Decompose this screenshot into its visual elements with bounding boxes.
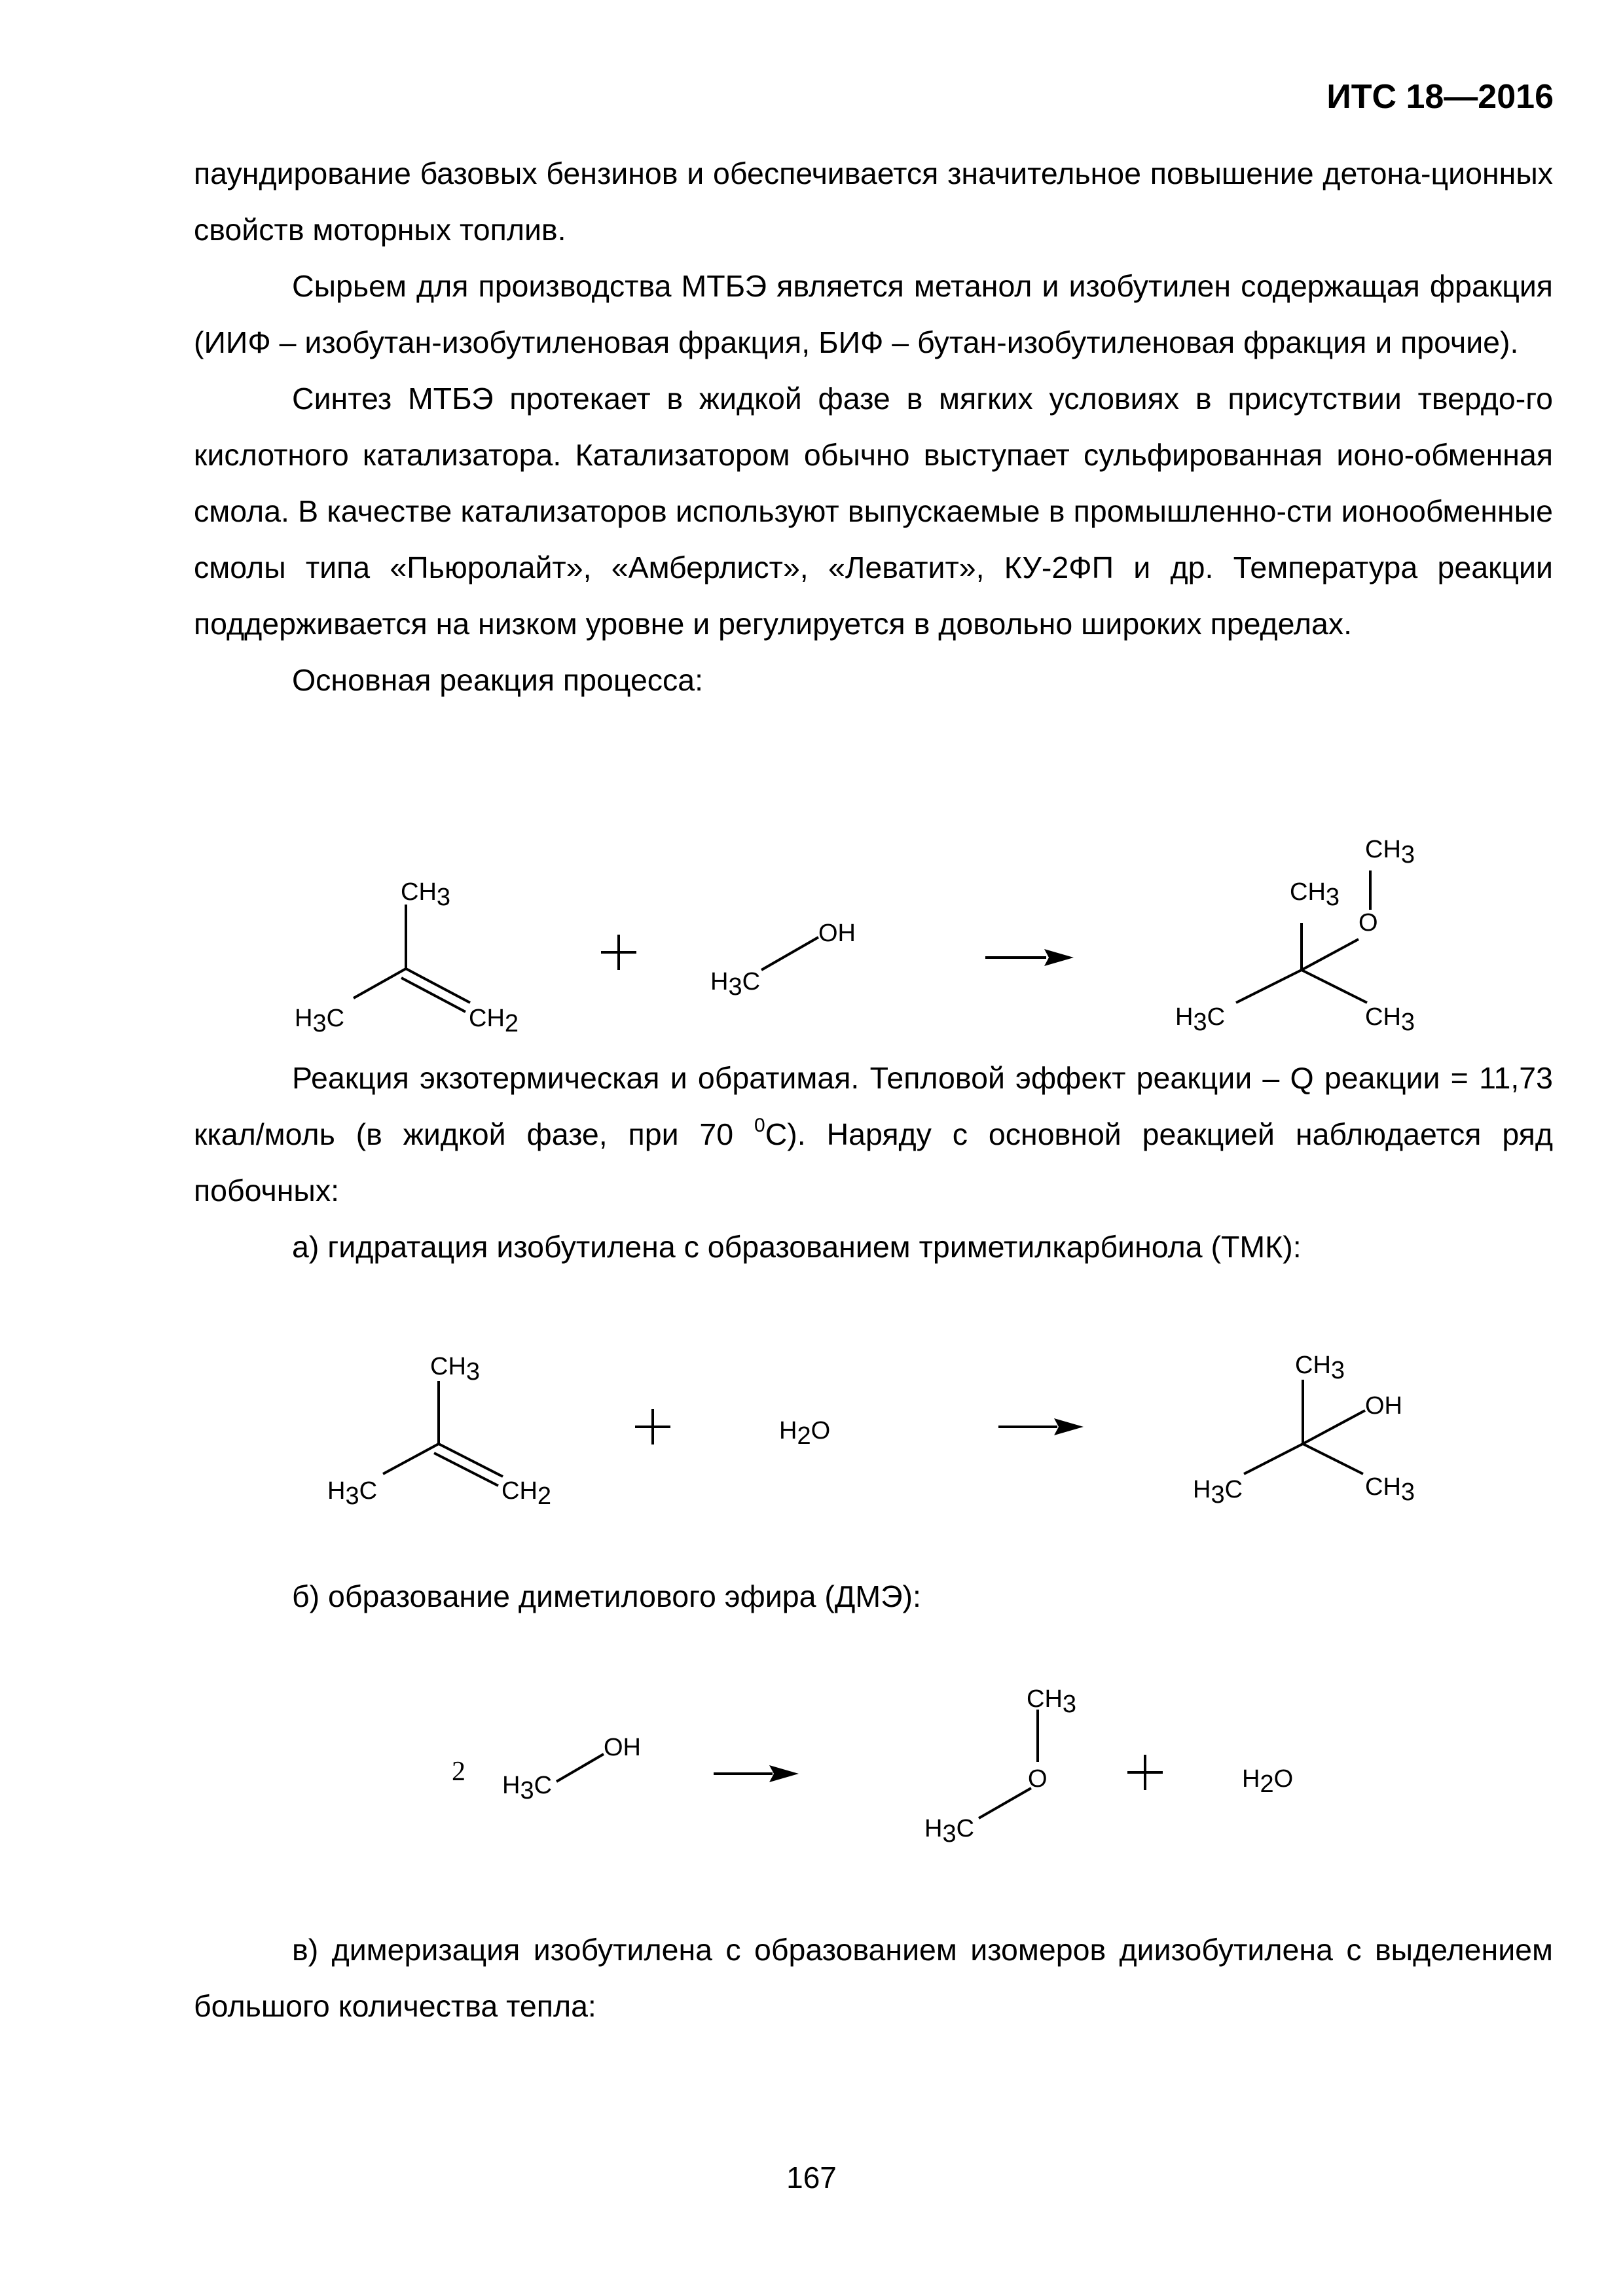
atom-label: CH3 [401, 878, 451, 911]
text-block-side-reactions [194, 1050, 1553, 1275]
methanol-structure [710, 920, 856, 1001]
water-structure [1242, 1765, 1293, 1798]
atom-label: H3C [710, 968, 761, 1001]
dme-reaction-scheme [0, 1682, 1623, 1865]
atom-label: H3C [295, 1005, 345, 1037]
plus-sign [635, 1409, 670, 1444]
water-structure [779, 1417, 830, 1450]
atom-label: H3C [924, 1815, 975, 1848]
reaction-arrow [998, 1418, 1084, 1435]
atom-label: CH3 [1365, 836, 1415, 869]
atom-label: H2O [1242, 1765, 1294, 1798]
atom-label: CH3 [1295, 1352, 1345, 1384]
paragraph-synthesis: Синтез МТБЭ протекает в жидкой фазе в мягких условиях в присутствии твердо-го кислотного катализатора. Катализатором обычно выступает сульфированная ионо-обменная смола. В качестве катализаторов используют выпускаемые в промышленно-сти ионообменные смолы типа «Пьюролайт», «Амберлист», «Леватит», КУ-2ФП и др. Температура реакции поддерживается на низком уровне и регулируется в довольно широких пределах. [194, 382, 1553, 641]
atom-label: CH2 [469, 1005, 519, 1037]
mtbe-structure [1175, 836, 1415, 1036]
isobutylene-structure [295, 878, 519, 1037]
main-reaction-scheme [0, 831, 1623, 1047]
paragraph-gasoline: паундирование базовых бензинов и обеспечивается значительное повышение детона-ционных свойств моторных топлив. [194, 156, 1553, 247]
hydration-reaction-scheme [0, 1322, 1623, 1518]
text-block-dme [194, 1568, 1553, 1624]
atom-label: H3C [502, 1772, 553, 1804]
atom-label: O [1359, 909, 1378, 937]
page-number: 167 [786, 2161, 837, 2195]
atom-label: CH3 [430, 1353, 481, 1386]
atom-label: OH [604, 1734, 641, 1761]
atom-label: CH3 [1290, 878, 1340, 911]
atom-label: OH [1365, 1392, 1402, 1420]
tmk-structure [1193, 1352, 1415, 1509]
atom-label: CH3 [1365, 1473, 1415, 1506]
paragraph-hydration-label: а) гидратация изобутилена с образованием триметилкарбинола (ТМК): [292, 1230, 1302, 1264]
plus-sign [601, 935, 636, 970]
atom-label: H2O [779, 1417, 831, 1450]
atom-label: H3C [327, 1477, 378, 1510]
text-block-dimerization [194, 1922, 1553, 2034]
isobutylene-structure [327, 1353, 551, 1510]
reaction-arrow [985, 949, 1074, 966]
atom-label: CH3 [1365, 1003, 1415, 1036]
atom-label: OH [818, 920, 856, 947]
stoichiometric-coefficient: 2 [452, 1757, 465, 1787]
atom-label: CH3 [1027, 1685, 1077, 1718]
document-id: ИТС 18—2016 [1326, 78, 1554, 116]
text-block-intro [194, 145, 1553, 708]
paragraph-thermal-effect: Реакция экзотермическая и обратимая. Тепловой эффект реакции – Q реакции = 11,73 ккал/моль (в жидкой фазе, при 70 $^0$С). Наряду с основной реакцией наблюдается ряд побочных: [194, 1061, 1553, 1208]
reaction-arrow [714, 1765, 799, 1782]
paragraph-dme-label: б) образование диметилового эфира (ДМЭ): [292, 1579, 921, 1613]
dme-structure [924, 1685, 1076, 1848]
atom-label: O [1028, 1765, 1048, 1793]
atom-label: H3C [1193, 1476, 1243, 1509]
atom-label: H3C [1175, 1003, 1226, 1036]
paragraph-main-reaction-label: Основная реакция процесса: [292, 663, 704, 697]
atom-label: CH2 [501, 1477, 552, 1510]
plus-sign [1127, 1755, 1163, 1790]
paragraph-dimerization-label: в) димеризация изобутилена с образованием изомеров диизобутилена с выделением большого количества тепла: [194, 1933, 1553, 2023]
paragraph-raw-materials: Сырьем для производства МТБЭ является метанол и изобутилен содержащая фракция (ИИФ – изобутан-изобутиленовая фракция, БИФ – бутан-изобутиленовая фракция и прочие). [194, 269, 1553, 359]
methanol-structure [452, 1734, 641, 1804]
